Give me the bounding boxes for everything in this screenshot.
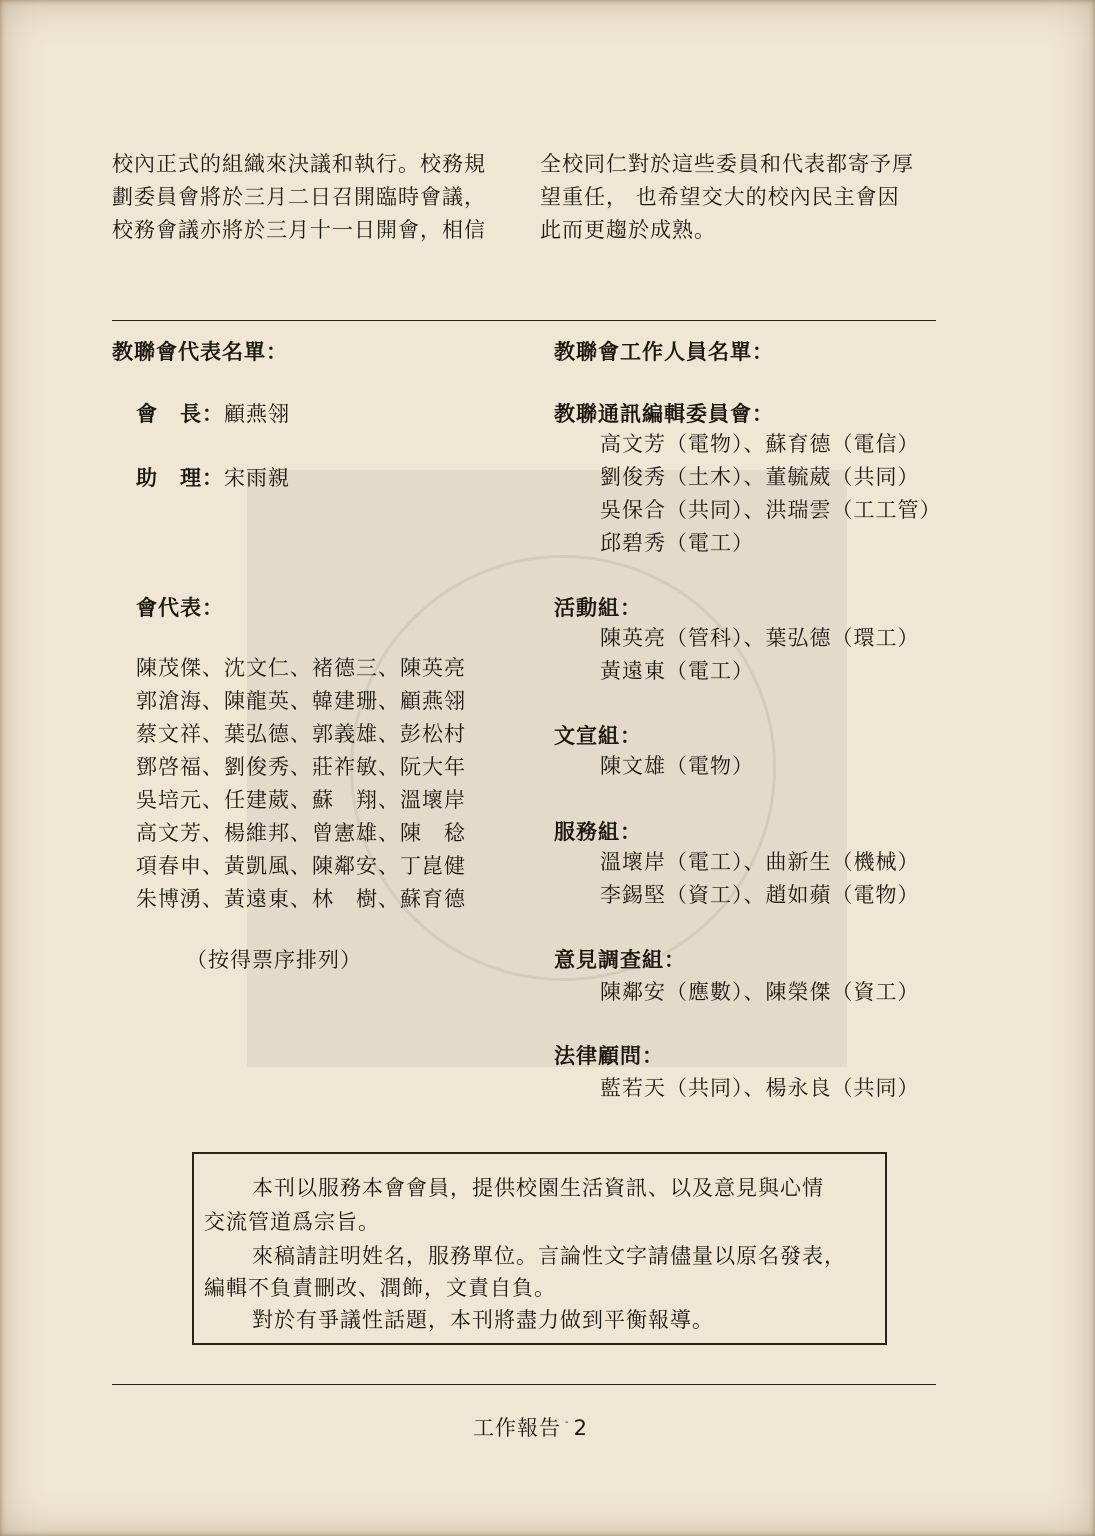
delegate-row: 郭滄海、陳龍英、韓建珊、顧燕翎 — [136, 689, 466, 713]
chair-label: 會 長： — [136, 402, 224, 426]
intro-left-line: 校務會議亦將於三月十一日開會，相信 — [112, 218, 486, 242]
delegate-row: 蔡文祥、葉弘德、郭義雄、彭松村 — [136, 722, 466, 746]
intro-left-column — [112, 148, 486, 247]
member-line: 高文芳（電物）、蘇育德（電信） — [600, 432, 920, 456]
footer-label: 工作報告 — [473, 1416, 561, 1440]
group-members-editorial — [600, 428, 942, 560]
delegate-row: 項春申、黃凱風、陳鄰安、丁崑健 — [136, 854, 466, 878]
editorial-notice-box — [192, 1152, 887, 1345]
footer-divider — [112, 1384, 936, 1385]
page-footer — [473, 1412, 588, 1442]
group-title-publicity: 文宣組： — [554, 724, 642, 748]
chair-row — [136, 398, 290, 428]
notice-line: 本刊以服務本會會員，提供校園生活資訊、以及意見與心情 — [252, 1176, 824, 1200]
delegate-row: 朱博湧、黃遠東、林 樹、蘇育德 — [136, 887, 466, 911]
member-line: 劉俊秀（土木）、董毓葳（共同） — [600, 465, 920, 489]
member-line: 李錫堅（資工）、趙如蘋（電物） — [600, 883, 920, 907]
order-note: （按得票序排列） — [186, 948, 362, 972]
intro-left-line: 劃委員會將於三月二日召開臨時會議， — [112, 185, 486, 209]
delegate-row: 吳培元、任建葳、蘇 翔、溫壞岸 — [136, 788, 466, 812]
assistant-label: 助 理： — [136, 466, 224, 490]
assistant-row — [136, 462, 290, 492]
delegates-heading: 會代表： — [136, 596, 224, 620]
group-members-legal — [600, 1072, 920, 1105]
intro-right-line: 全校同仁對於這些委員和代表都寄予厚 — [540, 152, 914, 176]
intro-right-line: 望重任， 也希望交大的校內民主會因 — [540, 185, 900, 209]
intro-left-line: 校內正式的組織來決議和執行。校務規 — [112, 152, 486, 176]
member-line: 陳鄰安（應數）、陳榮傑（資工） — [600, 980, 920, 1004]
footer-dash: - — [565, 1417, 570, 1428]
group-members-survey — [600, 976, 920, 1009]
group-members-service — [600, 846, 920, 912]
section-divider — [112, 320, 936, 321]
delegate-row: 鄧啓福、劉俊秀、莊祚敏、阮大年 — [136, 755, 466, 779]
group-title-service: 服務組： — [554, 820, 642, 844]
delegate-row: 高文芳、楊維邦、曾憲雄、陳 稔 — [136, 821, 466, 845]
reps-heading: 教聯會代表名單： — [112, 340, 288, 364]
delegate-row: 陳茂傑、沈文仁、褚德三、陳英亮 — [136, 656, 466, 680]
member-line: 黃遠東（電工） — [600, 659, 754, 683]
group-members-publicity — [600, 750, 754, 783]
member-line: 陳文雄（電物） — [600, 754, 754, 778]
member-line: 邱碧秀（電工） — [600, 531, 754, 555]
member-line: 陳英亮（管科）、葉弘德（環工） — [600, 626, 920, 650]
group-members-activities — [600, 622, 920, 688]
page-number: 2 — [573, 1416, 588, 1440]
group-title-editorial: 教聯通訊編輯委員會： — [554, 402, 774, 426]
member-line: 吳保合（共同）、洪瑞雲（工工管） — [600, 498, 942, 522]
group-title-activities: 活動組： — [554, 596, 642, 620]
staff-heading: 教聯會工作人員名單： — [554, 340, 774, 364]
notice-line: 交流管道爲宗旨。 — [204, 1210, 380, 1234]
member-line: 溫壞岸（電工）、曲新生（機械） — [600, 850, 920, 874]
notice-line: 編輯不負責刪改、潤飾，文責自負。 — [204, 1276, 556, 1300]
notice-line: 來稿請註明姓名，服務單位。言論性文字請儘量以原名發表， — [252, 1244, 846, 1268]
delegate-list — [136, 652, 466, 916]
assistant-name: 宋雨親 — [224, 466, 290, 490]
notice-line: 對於有爭議性話題，本刊將盡力做到平衡報導。 — [252, 1308, 714, 1332]
member-line: 藍若天（共同）、楊永良（共同） — [600, 1076, 920, 1100]
group-title-legal: 法律顧問： — [554, 1044, 664, 1068]
group-title-survey: 意見調查組： — [554, 948, 686, 972]
chair-name: 顧燕翎 — [224, 402, 290, 426]
intro-right-line: 此而更趨於成熟。 — [540, 218, 716, 242]
intro-right-column — [540, 148, 914, 247]
